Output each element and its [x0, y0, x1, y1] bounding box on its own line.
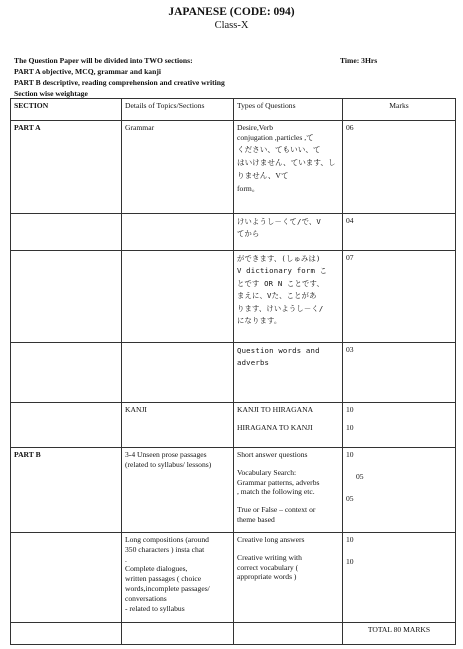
topic-cell [122, 623, 234, 645]
question-type-line: はいけません、ています、しりません、Vて [237, 157, 336, 180]
question-type-cell [234, 448, 343, 533]
topic-line: Long compositions (around [125, 535, 209, 544]
section-cell [11, 623, 122, 645]
section-cell: PART A [11, 121, 122, 214]
topic-line: (related to syllabus/ lessons) [125, 459, 212, 469]
weightage-label: Section wise weightage [14, 89, 88, 98]
topic-line: 3-4 Unseen prose passages [125, 450, 207, 459]
question-type-line: Question words and [237, 346, 320, 355]
question-type-line: KANJI TO HIRAGANA [237, 405, 314, 414]
question-type-line: Creative writing with [237, 552, 302, 562]
section-cell [11, 251, 122, 343]
part-b-description: PART B descriptive, reading comprehension and creative writing [14, 78, 225, 87]
question-type-line: Short answer questions [237, 450, 308, 459]
question-type-line: Creative long answers [237, 535, 305, 544]
question-type-line: , match the following etc. [237, 487, 315, 497]
question-type-cell [234, 121, 343, 214]
topic-line: 350 characters ) insta chat [125, 544, 205, 554]
table-row [11, 403, 456, 448]
question-type-line: conjugation ,particles ,て [237, 132, 314, 142]
topic-cell [122, 533, 234, 623]
table-row [11, 448, 456, 533]
question-type-line: correct vocabulary ( [237, 562, 299, 572]
question-type-line: V dictionary form こ [237, 266, 328, 276]
marks-value: 10 [346, 556, 354, 566]
marks-value: 10 [346, 450, 354, 459]
topic-cell: KANJI [122, 403, 234, 448]
page-subtitle: Class-X [214, 20, 249, 31]
question-type-cell [234, 623, 343, 645]
question-type-line: HIRAGANA TO KANJI [237, 422, 313, 432]
topic-line: written passages ( choice [125, 574, 202, 584]
question-type-line: adverbs [237, 358, 270, 368]
marks-cell: 06 [343, 121, 456, 214]
question-type-line: appropriate words ) [237, 572, 297, 582]
table-row [11, 214, 456, 251]
question-type-line: ができます、(しゅみは) [237, 254, 321, 263]
question-type-cell [234, 533, 343, 623]
marks-value: 05 [356, 471, 364, 481]
weightage-table [10, 98, 456, 645]
marks-cell [343, 448, 456, 533]
question-type-line: Grammar patterns, adverbs [237, 477, 320, 487]
table-row [11, 533, 456, 623]
page-title: JAPANESE (CODE: 094) [168, 6, 295, 18]
table-header-row [11, 99, 456, 121]
topic-line: conversations [125, 593, 167, 603]
topic-cell [122, 448, 234, 533]
topic-cell [122, 214, 234, 251]
marks-value: 10 [346, 405, 354, 414]
intro-line: The Question Paper will be divided into TWO sections: [14, 56, 193, 65]
marks-cell [343, 403, 456, 448]
marks-cell: 03 [343, 343, 456, 403]
question-type-line: になります。 [237, 316, 282, 326]
marks-value: 10 [346, 422, 354, 432]
question-type-line: てから [237, 229, 260, 239]
question-type-line: ください、てもいい、て [237, 144, 321, 154]
question-type-line: ります、けいようし－く/ [237, 303, 324, 313]
section-cell: PART B [11, 448, 122, 533]
section-cell [11, 533, 122, 623]
total-marks: TOTAL 80 MARKS [343, 623, 456, 645]
marks-cell: 07 [343, 251, 456, 343]
question-type-line: theme based [237, 514, 275, 524]
header-marks: Marks [343, 99, 456, 121]
question-type-line: Desire,Verb [237, 123, 274, 132]
question-type-line: True or False – context or [237, 505, 316, 515]
section-cell [11, 214, 122, 251]
table-row [11, 251, 456, 343]
question-type-cell [234, 251, 343, 343]
topic-cell [122, 251, 234, 343]
total-row [11, 623, 456, 645]
table-row [11, 121, 456, 214]
topic-cell: Grammar [122, 121, 234, 214]
topic-line: - related to syllabus [125, 603, 185, 613]
question-type-cell [234, 343, 343, 403]
topic-line: Complete dialogues, [125, 564, 188, 574]
marks-cell: 04 [343, 214, 456, 251]
topic-cell [122, 343, 234, 403]
topic-line: words,incomplete passages/ [125, 583, 210, 593]
header-types: Types of Questions [234, 99, 343, 121]
section-cell [11, 343, 122, 403]
question-type-cell [234, 403, 343, 448]
marks-cell [343, 533, 456, 623]
topic-line: . [125, 554, 127, 564]
question-type-line: まえに、Vた、ことがあ [237, 291, 317, 301]
marks-value: 05 [346, 493, 354, 503]
question-type-line: けいようし－くて/で、V [237, 217, 322, 226]
marks-value: 10 [346, 535, 354, 544]
question-type-line: Vocabulary Search: [237, 467, 297, 477]
table-row [11, 343, 456, 403]
question-type-line: とです OR N ことです、 [237, 278, 324, 288]
header-details: Details of Topics/Sections [122, 99, 234, 121]
time-label: Time: 3Hrs [340, 56, 378, 65]
section-cell [11, 403, 122, 448]
question-type-cell [234, 214, 343, 251]
header-section: SECTION [11, 99, 122, 121]
question-type-line: form。 [237, 183, 260, 193]
part-a-description: PART A objective, MCQ, grammar and kanji [14, 67, 161, 76]
